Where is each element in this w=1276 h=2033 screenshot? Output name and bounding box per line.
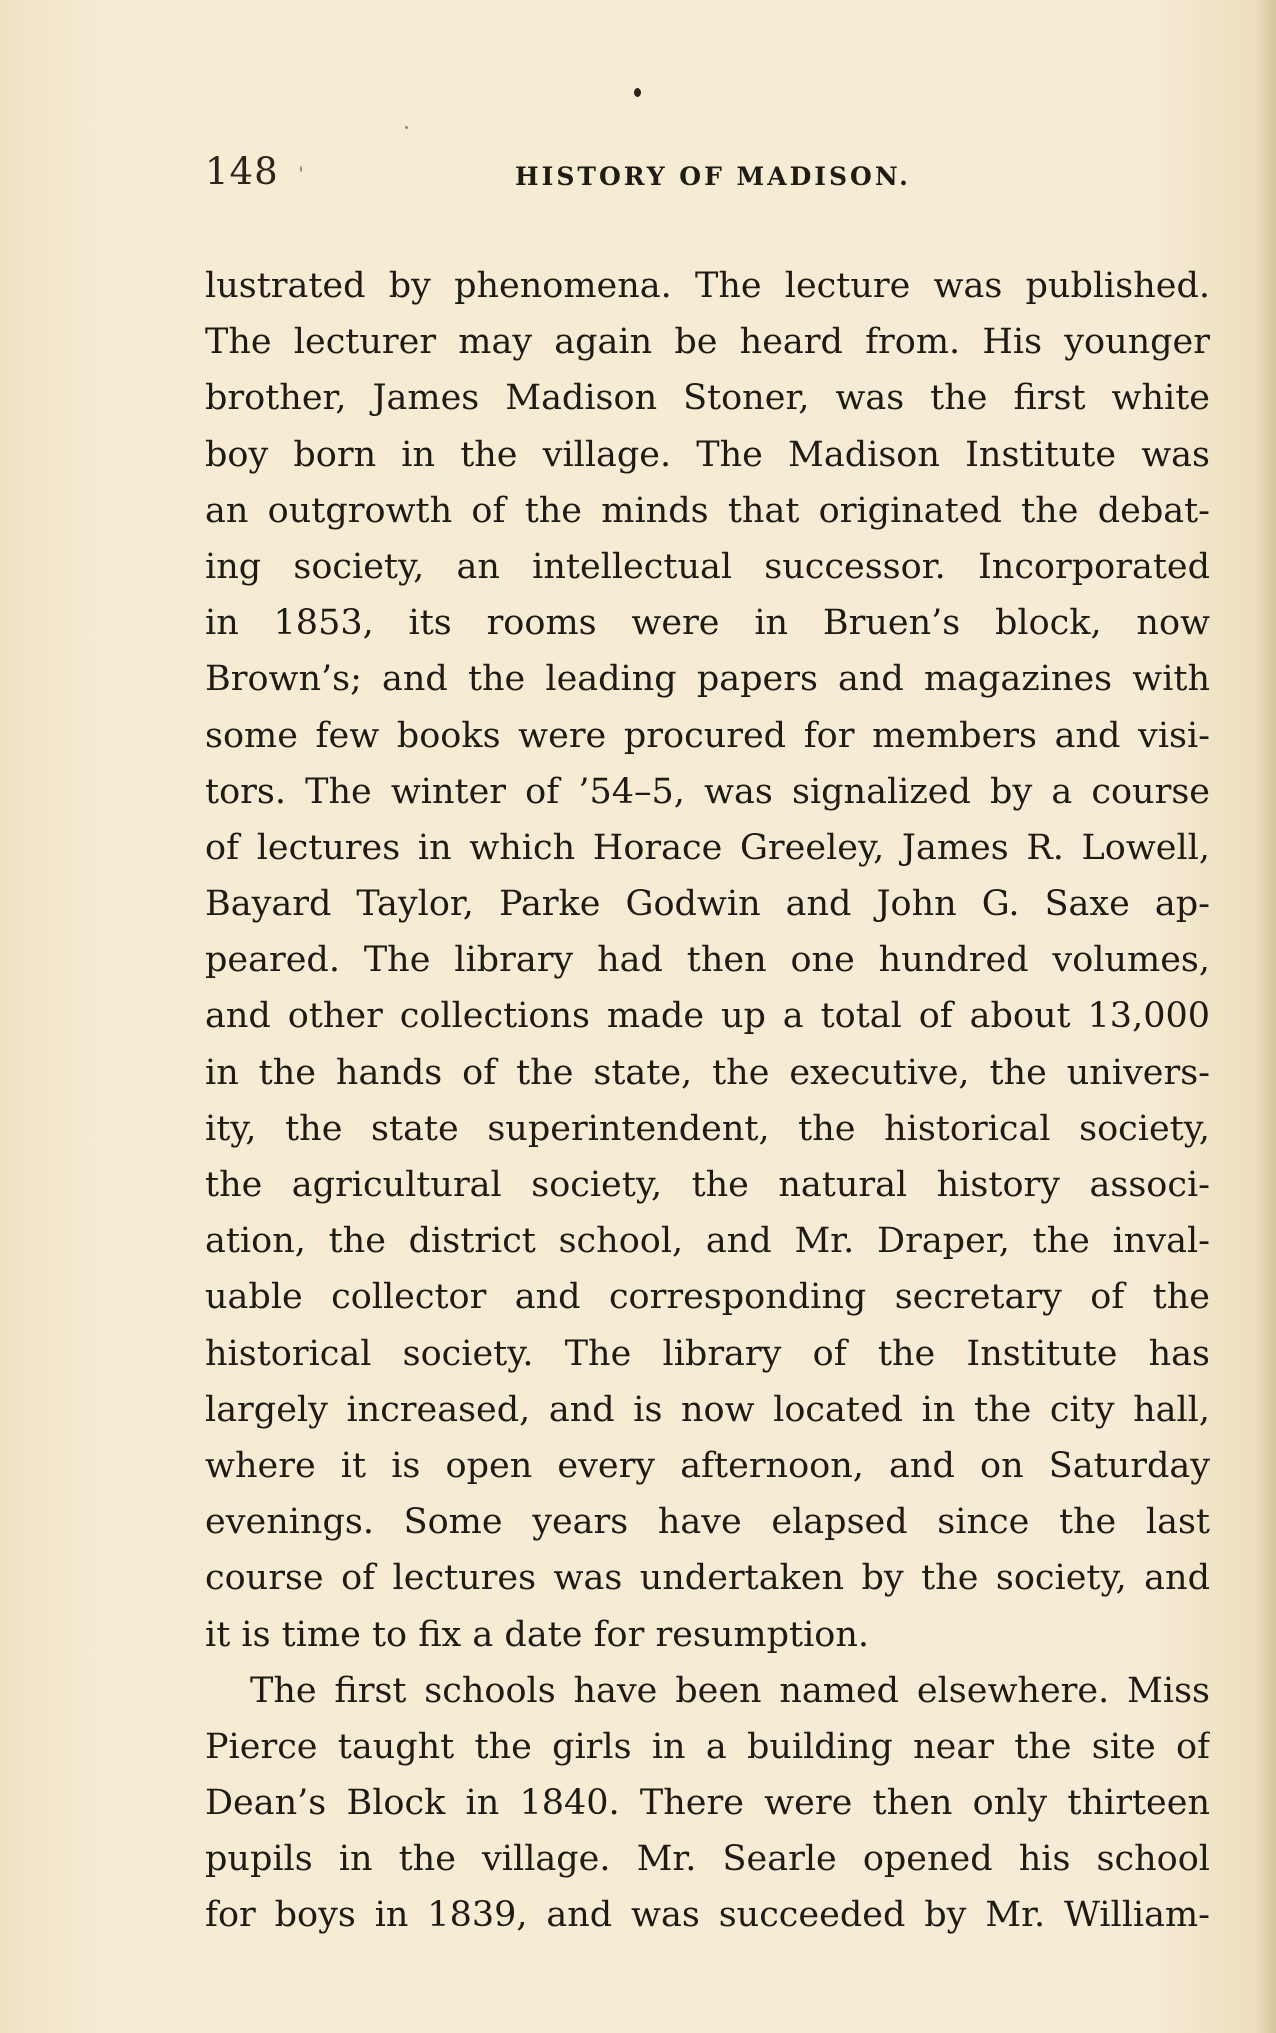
page-number: 148 (205, 150, 279, 193)
ink-speck (405, 126, 408, 129)
text-line: lustrated by phenomena. The lecture was published. (205, 266, 1210, 306)
text-line: largely increased, and is now located in the city hall, (205, 1389, 1210, 1430)
text-line: ation, the district school, and Mr. Draper, the inval- (205, 1221, 1210, 1262)
paragraph-start-line: The first schools have been named elsewhere. Miss (250, 1670, 1210, 1711)
text-line: tors. The winter of ’54–5, was signalized by a course (205, 771, 1210, 812)
text-line: course of lectures was undertaken by the society, and (205, 1558, 1210, 1599)
text-line: of lectures in which Horace Greeley, James R. Lowell, (205, 827, 1210, 868)
text-line: the agricultural society, the natural history associ- (205, 1165, 1210, 1205)
text-line: The lecturer may again be heard from. His younger (205, 322, 1210, 363)
text-line: boy born in the village. The Madison Institute was (205, 434, 1210, 475)
paragraph-end-line: it is time to fix a date for resumption. (205, 1614, 870, 1655)
text-line: an outgrowth of the minds that originated the debat- (205, 490, 1210, 531)
text-line: ity, the state superintendent, the historical society, (205, 1108, 1210, 1149)
text-line: Dean’s Block in 1840. There were then only thirteen (205, 1783, 1210, 1824)
text-line: and other collections made up a total of about 13,000 (205, 996, 1210, 1037)
text-line: Pierce taught the girls in a building near the site of (205, 1726, 1210, 1767)
text-line: for boys in 1839, and was succeeded by Mr. William- (205, 1895, 1210, 1936)
text-line: evenings. Some years have elapsed since the last (205, 1502, 1210, 1543)
text-line: uable collector and corresponding secretary of the (205, 1277, 1210, 1318)
text-line: where it is open every afternoon, and on Saturday (205, 1445, 1210, 1486)
text-line: in 1853, its rooms were in Bruen’s block, now (205, 603, 1210, 644)
text-line: peared. The library had then one hundred volumes, (205, 940, 1210, 981)
page-header (205, 150, 1205, 200)
text-line: Bayard Taylor, Parke Godwin and John G. Saxe ap- (205, 884, 1210, 925)
page-edge-shadow (1256, 0, 1276, 2033)
text-line: some few books were procured for members and visi- (205, 715, 1210, 756)
running-head: HISTORY OF MADISON. (515, 162, 911, 191)
ink-speck (634, 88, 641, 97)
body-text (205, 258, 1210, 1944)
text-line: brother, James Madison Stoner, was the first white (205, 378, 1210, 419)
text-line: historical society. The library of the Institute has (205, 1333, 1210, 1374)
text-line: ing society, an intellectual successor. Incorporated (205, 546, 1210, 587)
text-line: Brown’s; and the leading papers and magazines with (205, 659, 1210, 700)
text-line: pupils in the village. Mr. Searle opened his school (205, 1839, 1210, 1880)
text-line: in the hands of the state, the executive, the univers- (205, 1052, 1210, 1093)
